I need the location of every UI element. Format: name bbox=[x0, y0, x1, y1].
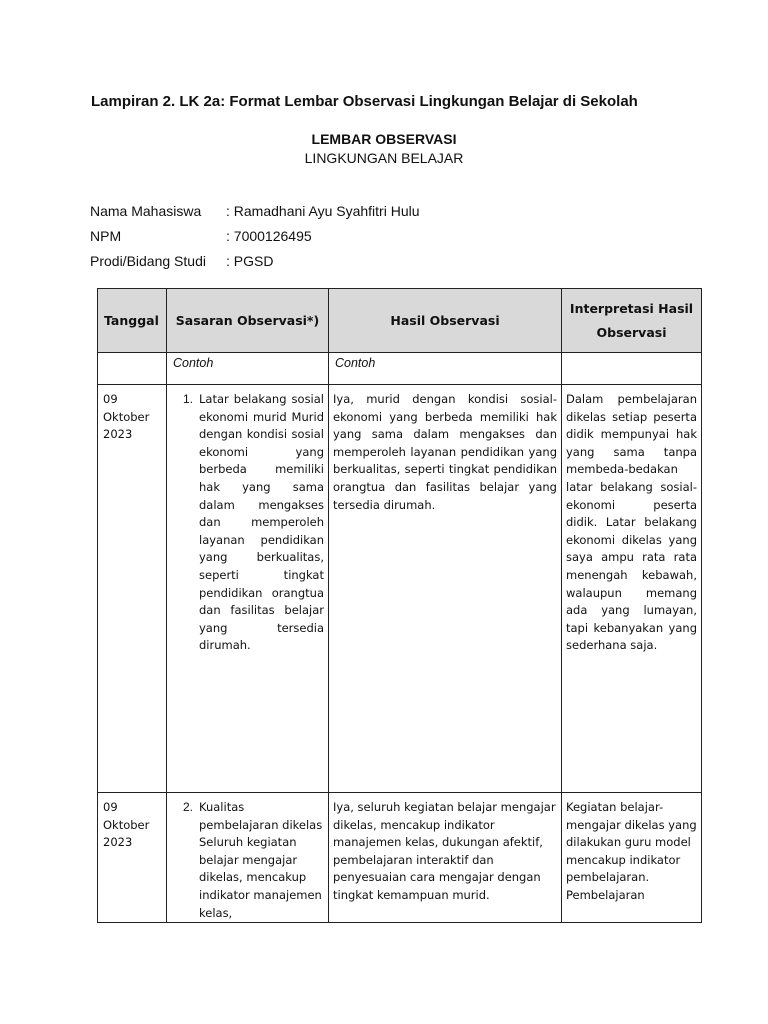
table-header-row bbox=[98, 289, 702, 353]
result-cell: Iya, murid dengan kondisi sosial-ekonomi yang berbeda memiliki hak yang sama dalam mengakses dan memperoleh layanan pendidikan yang berkualitas, seperti tingkat pendidikan orangtua dan fasilitas belajar yang tersedia dirumah. bbox=[329, 385, 562, 793]
target-cell bbox=[167, 793, 329, 923]
table-row bbox=[98, 793, 702, 923]
info-label: NPM bbox=[90, 228, 122, 244]
date-cell: 09 Oktober 2023 bbox=[98, 793, 167, 923]
interpretation-cell: Kegiatan belajar-mengajar dikelas yang dilakukan guru model mencakup indikator pembelajaran. Pembelajaran bbox=[562, 793, 702, 923]
form-subtitle: LINGKUNGAN BELAJAR bbox=[304, 150, 464, 166]
item-number: 1. bbox=[182, 392, 193, 406]
item-number: 2. bbox=[182, 800, 193, 814]
document-heading: Lampiran 2. LK 2a: Format Lembar Observasi Lingkungan Belajar di Sekolah bbox=[91, 93, 638, 110]
example-row bbox=[98, 353, 702, 385]
example-cell: Contoh bbox=[167, 353, 329, 385]
target-cell bbox=[167, 385, 329, 793]
example-cell bbox=[98, 353, 167, 385]
numbered-item bbox=[171, 799, 324, 922]
info-row-prodi bbox=[90, 253, 273, 269]
info-value: : 7000126495 bbox=[226, 228, 312, 244]
observation-table bbox=[97, 288, 702, 923]
result-cell: Iya, seluruh kegiatan belajar mengajar dikelas, mencakup indikator manajemen kelas, dukungan afektif, pembelajaran interaktif dan penyesuaian cara mengajar dengan tingkat kemampuan murid. bbox=[329, 793, 562, 923]
info-value: : Ramadhani Ayu Syahfitri Hulu bbox=[226, 203, 420, 219]
date-cell: 09 Oktober 2023 bbox=[98, 385, 167, 793]
table-row bbox=[98, 385, 702, 793]
form-title: LEMBAR OBSERVASI bbox=[311, 131, 457, 147]
example-cell: Contoh bbox=[329, 353, 562, 385]
info-row-name bbox=[90, 203, 420, 219]
item-text: Latar belakang sosial ekonomi murid Murid dengan kondisi sosial ekonomi yang berbeda memiliki hak yang sama dalam mengakses dan memperoleh layanan pendidikan yang berkualitas, seperti tingkat pendidikan orangtua dan fasilitas belajar yang tersedia dirumah. bbox=[199, 392, 324, 653]
info-label: Prodi/Bidang Studi bbox=[90, 253, 206, 269]
numbered-item bbox=[171, 391, 324, 655]
item-text: Kualitas pembelajaran dikelas Seluruh kegiatan belajar mengajar dikelas, mencakup indikator manajemen kelas, bbox=[199, 800, 323, 920]
info-row-npm bbox=[90, 228, 312, 244]
header-result: Hasil Observasi bbox=[329, 289, 562, 353]
header-target: Sasaran Observasi*) bbox=[167, 289, 329, 353]
info-value: : PGSD bbox=[226, 253, 274, 269]
header-date: Tanggal bbox=[98, 289, 167, 353]
header-interpretation: Interpretasi Hasil Observasi bbox=[562, 289, 702, 353]
info-label: Nama Mahasiswa bbox=[90, 203, 202, 219]
example-cell bbox=[562, 353, 702, 385]
interpretation-cell: Dalam pembelajaran dikelas setiap peserta didik mempunyai hak yang sama tanpa membeda-bedakan latar belakang sosial-ekonomi peserta didik. Latar belakang ekonomi dikelas yang saya ampu rata rata menengah kebawah, walaupun memang ada yang lumayan, tapi kebanyakan yang sederhana saja. bbox=[562, 385, 702, 793]
